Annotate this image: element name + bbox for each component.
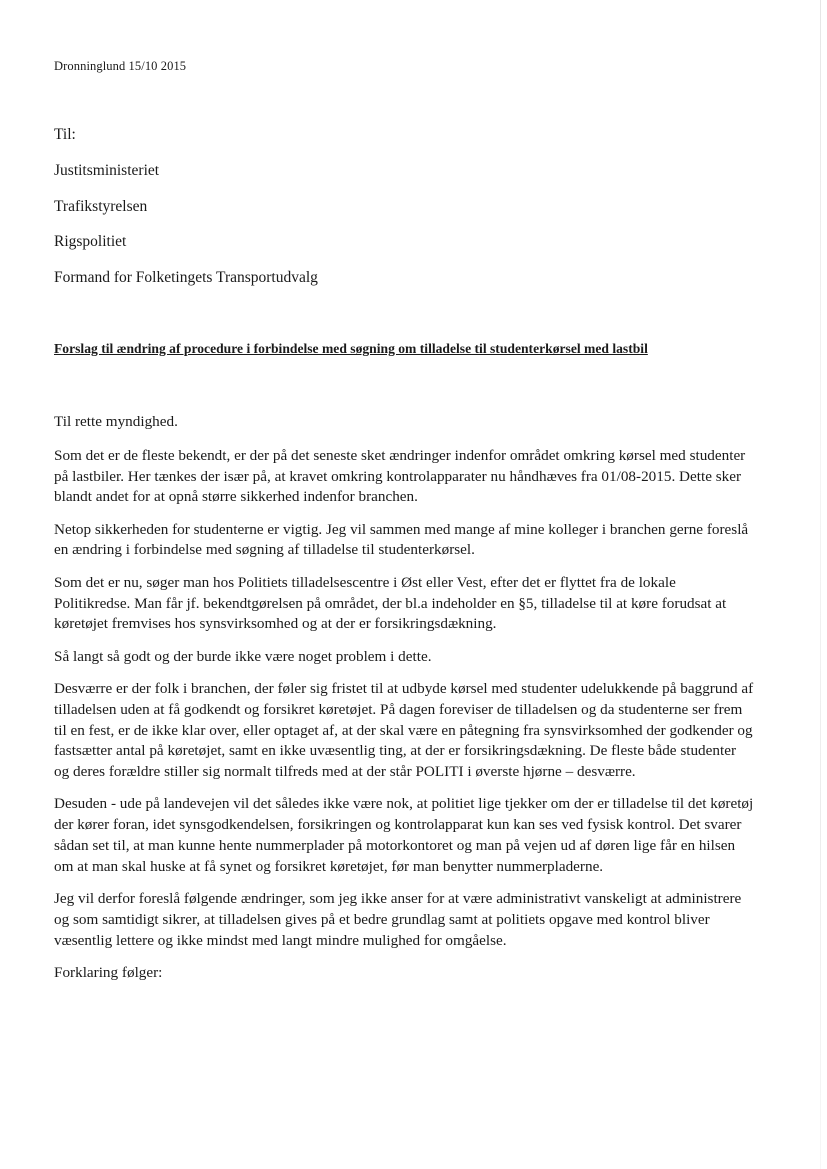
body-paragraph: Så langt så godt og der burde ikke være noget problem i dette.: [54, 647, 432, 665]
to-label: Til:: [54, 126, 76, 143]
scan-edge-line: [820, 0, 821, 1169]
body-paragraph: Jeg vil derfor foreslå følgende ændringer, som jeg ikke anser for at være administrativt vanskeligt at administrere og som samtidigt sikrer, at tilladelsen gives på et bedre grundlag samt at politiets opgave med kontrol bliver væsentlig lettere og ikke mindst med langt mindre mulighed for omgåelse.: [54, 890, 742, 949]
subject-heading: Forslag til ændring af procedure i forbindelse med søgning om tilladelse til studenterkørsel med lastbil: [54, 341, 648, 356]
recipient-item: Justitsministeriet: [54, 162, 160, 179]
recipient-item: Rigspolitiet: [54, 233, 127, 250]
recipient-list: [54, 162, 318, 304]
body-paragraph: Som det er nu, søger man hos Politiets tilladelsescentre i Øst eller Vest, efter det er flyttet fra de lokale Politikredse. Man får jf. bekendtgørelsen på området, der bl.a indeholder en §5, tilladelse til at køre forudsat at køretøjet fremvises hos synsvirksomhed og at der er forsikringsdækning.: [54, 573, 727, 633]
body-paragraph: Desværre er der folk i branchen, der føler sig fristet til at udbyde kørsel med studenter udelukkende på baggrund af tilladelsen uden at få godkendt og forsikret køretøjet. På dagen foreviser de tilladelsen og da studenterne ser frem til en fest, er de ikke klar over, eller optaget af, at der skal være en påtegning fra synsvirksomhed der godkender og fastsætter antal på køretøjet, samt en ikke uvæsentlig ting, at der er forsikringsdækning. De fleste både studenter og deres forældre stiller sig normalt tilfreds med at der står POLITI i øverste hjørne – desværre.: [54, 679, 754, 781]
recipient-item: Formand for Folketingets Transportudvalg: [54, 268, 318, 286]
body-paragraph: Netop sikkerheden for studenterne er vigtig. Jeg vil sammen med mange af mine kolleger i branchen gerne foreslå en ændring i forbindelse med søgning af tilladelse til studenterkørsel.: [54, 520, 749, 559]
body-paragraph: Desuden - ude på landevejen vil det således ikke være nok, at politiet lige tjekker om der er tilladelse til det køretøj der kører foran, idet synsgodkendelsen, forsikringen og kontrolapparat kun kan ses ved fysisk kontrol. Det svarer sådan set til, at man kunne hente nummerplader på motorkontoret og man på vejen ud af døren lige får en hilsen om at man skal huske at få synet og forsikret køretøjet, før man benytter nummerpladerne.: [54, 795, 754, 875]
date-line: Dronninglund 15/10 2015: [54, 59, 187, 73]
letter-body: [54, 412, 754, 995]
body-paragraph: Som det er de fleste bekendt, er der på det seneste sket ændringer indenfor området omkring kørsel med studenter på lastbiler. Her tænkes der især på, at kravet omkring kontrolapparater nu håndhæves fra 01/08-2015. Dette sker blandt andet for at opnå større sikkerhed indenfor branchen.: [54, 446, 746, 506]
recipient-item: Trafikstyrelsen: [54, 197, 148, 215]
closing-line: Forklaring følger:: [54, 964, 163, 982]
salutation: Til rette myndighed.: [54, 413, 178, 430]
